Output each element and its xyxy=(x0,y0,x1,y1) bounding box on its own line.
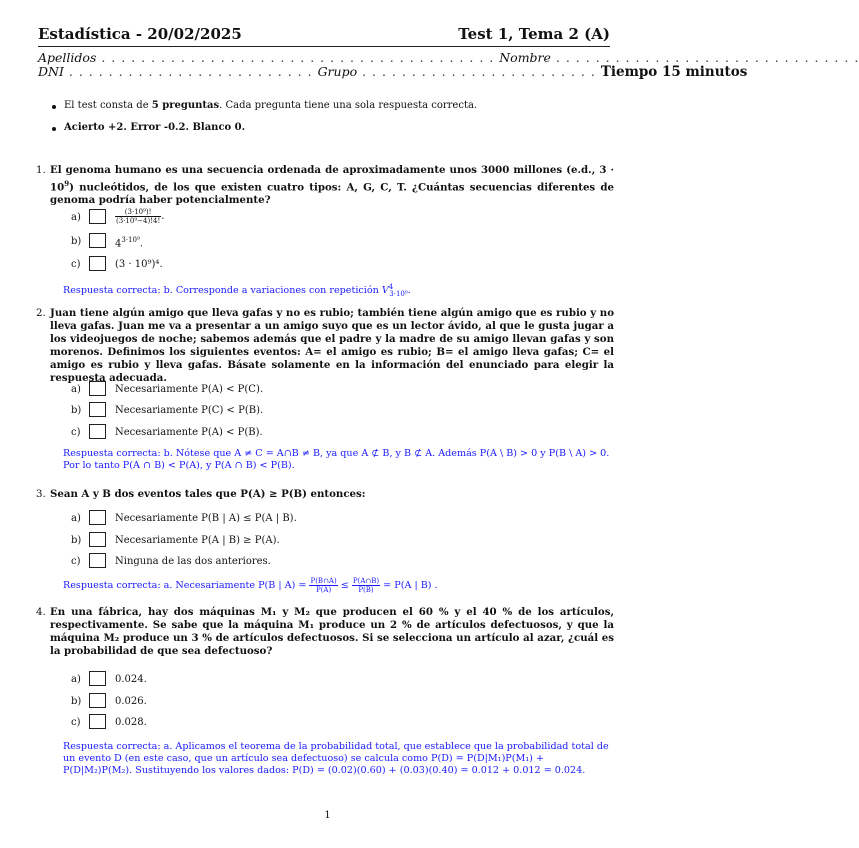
question-number: 2. xyxy=(36,308,46,319)
answer-checkbox[interactable] xyxy=(89,553,106,568)
question-text: El genoma humano es una secuencia ordenada de aproximadamente unos 3000 millones (e.d., $3 \cdot 10^9$) nucleótidos, de los que existen cuatro tipos: A, G, C, T. ¿Cuántas secuencias diferentes de genoma podría haber potencialmente? xyxy=(50,164,614,207)
test-label: Test 1, Tema 2 (A) xyxy=(458,25,610,43)
q4-answer: Respuesta correcta: a. Aplicamos el teorema de la probabilidad total, que establece que la probabilidad total de un evento D (en este caso, que un artículo sea defectuoso) se calcula como P(D) = P(D|M₁)P(M₁) + P(D|M₂)P(M₂). Sustituyendo los valores dados: P(D) = (0.02)(0.60) + (0.03)(0.40) = 0.012 + 0.012 = 0.024. xyxy=(63,741,609,776)
exam-title: Estadística - 20/02/2025 xyxy=(38,25,242,43)
question-number: 1. xyxy=(36,165,46,176)
question-number: 4. xyxy=(36,607,46,618)
instructions xyxy=(52,100,477,144)
nombre-label: Nombre xyxy=(499,50,551,65)
dni-dots[interactable]: . . . . . . . . . . . . . . . . . . . . . . . . . xyxy=(63,64,318,79)
answer-checkbox[interactable] xyxy=(89,381,106,396)
question-2 xyxy=(36,307,614,385)
page-header xyxy=(38,25,610,45)
answer-checkbox[interactable] xyxy=(89,532,106,547)
instruction-scoring: Acierto +2. Error -0.2. Blanco 0. xyxy=(52,122,477,133)
question-text: Juan tiene algún amigo que lleva gafas y no es rubio; también tiene algún amigo que es rubio y no lleva gafas. Juan me va a presentar a un amigo suyo que es un lector ávido, al que le gusta jugar a los videojuegos de noche; sabemos además que el padre y la madre de su amigo llevan gafas y son morenos. Definimos los siguientes eventos: A= el amigo es rubio; B= el amigo lleva gafas; C= el amigo es rubio y lleva gafas. Básate solamente en la información del enunciado para elegir la respuesta adecuada. xyxy=(50,307,614,384)
dni-fields-row xyxy=(38,64,748,80)
answer-checkbox[interactable] xyxy=(89,256,106,271)
question-text: Sean A y B dos eventos tales que P(A) ≥ P(B) entonces: xyxy=(50,488,366,500)
question-number: 3. xyxy=(36,489,46,500)
question-3 xyxy=(36,488,614,501)
answer-checkbox[interactable] xyxy=(89,233,106,248)
apellidos-label: Apellidos xyxy=(38,50,97,65)
answer-checkbox[interactable] xyxy=(89,424,106,439)
answer-checkbox[interactable] xyxy=(89,671,106,686)
question-4 xyxy=(36,606,614,658)
answer-checkbox[interactable] xyxy=(89,209,106,224)
page-number: 1 xyxy=(324,810,331,821)
answer-checkbox[interactable] xyxy=(89,510,106,525)
answer-checkbox[interactable] xyxy=(89,402,106,417)
answer-checkbox[interactable] xyxy=(89,693,106,708)
answer-checkbox[interactable] xyxy=(89,714,106,729)
grupo-label: Grupo xyxy=(317,64,358,79)
grupo-dots[interactable]: . . . . . . . . . . . . . . . . . . . . . . . . xyxy=(357,64,601,79)
q2-answer: Respuesta correcta: b. Nótese que A ≠ C = A∩B ≠ B, ya que A ⊄ B, y B ⊄ A. Además P(A \ B) > 0 y P(B \ A) > 0. Por lo tanto P(A ∩ B) < P(A), y P(A ∩ B) < P(B). xyxy=(63,448,610,471)
tiempo-label: Tiempo 15 minutos xyxy=(600,64,748,80)
question-1 xyxy=(36,164,614,207)
q3-answer: Respuesta correcta: a. Necesariamente P(B | A) = $\frac{P(B\cap A)}{P(A)}$ ≤ $\frac{P(A\cap B)}{P(B)}$ = P(A | B) . xyxy=(63,577,438,594)
nombre-dots[interactable]: . . . . . . . . . . . . . . . . . . . . . . . . . . . . . . . xyxy=(550,50,859,65)
header-rule xyxy=(38,46,610,47)
name-fields-row xyxy=(38,50,859,65)
instruction-questions: El test consta de 5 preguntas. Cada pregunta tiene una sola respuesta correcta. xyxy=(52,100,477,111)
apellidos-dots[interactable]: . . . . . . . . . . . . . . . . . . . . . . . . . . . . . . . . . . . . . . . . xyxy=(96,50,500,65)
dni-label: DNI xyxy=(38,64,64,79)
question-text: En una fábrica, hay dos máquinas M₁ y M₂ que producen el 60 % y el 40 % de los artículos, respectivamente. Se sabe que la máquina M₁ produce un 2 % de artículos defectuosos, y que la máquina M₂ produce un 3 % de artículos defectuosos. Si se selecciona un artículo al azar, ¿cuál es la probabilidad de que sea defectuoso? xyxy=(50,606,614,657)
q1-answer: Respuesta correcta: b. Corresponde a variaciones con repetición $V^4_{3\cdot 10^9}$. xyxy=(63,283,411,299)
